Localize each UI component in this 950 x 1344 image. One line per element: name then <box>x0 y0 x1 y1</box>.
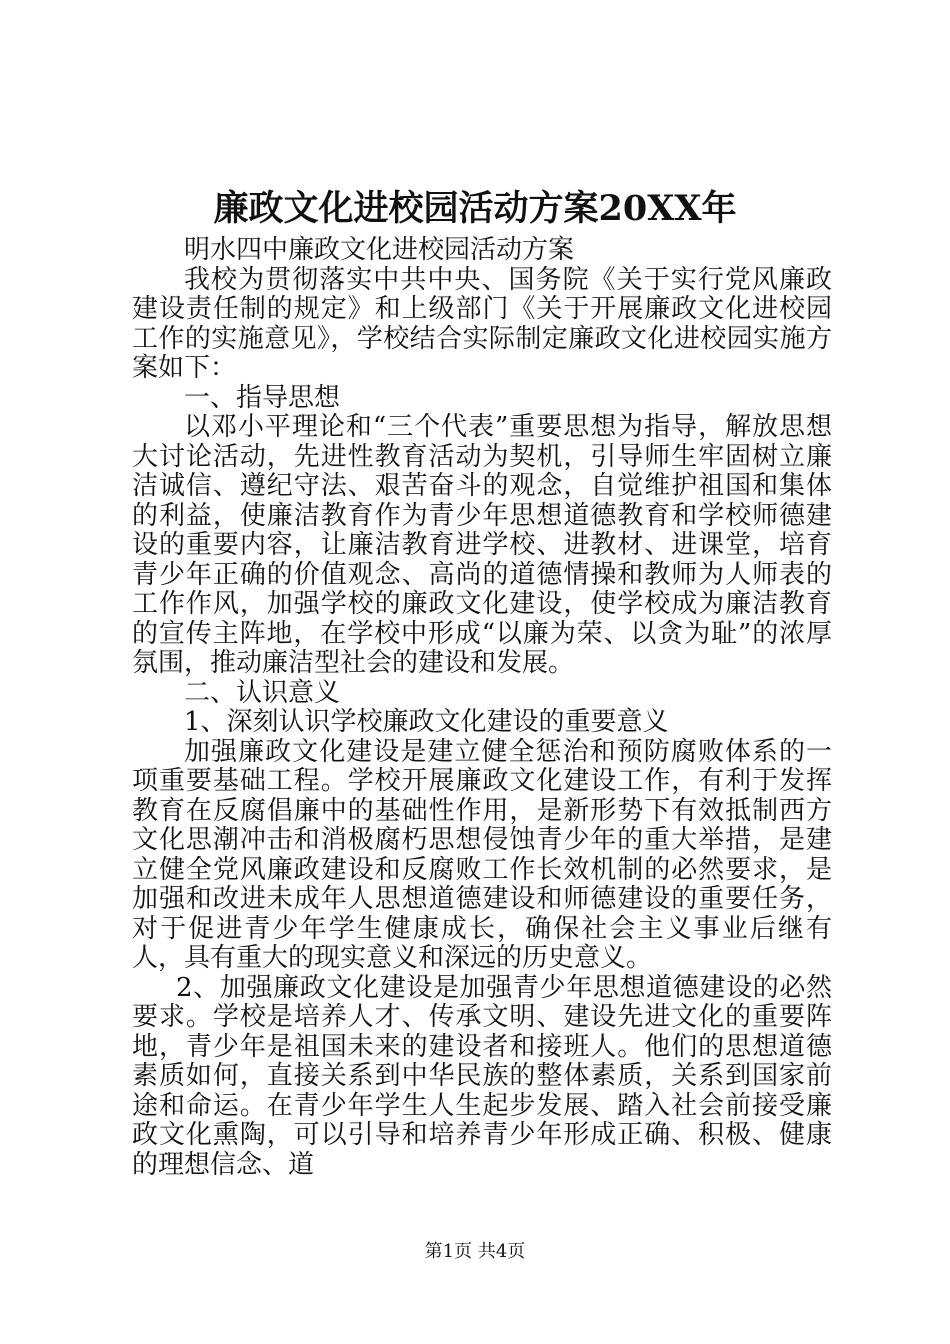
subtitle-paragraph: 明水四中廉政文化进校园活动方案 <box>184 235 575 265</box>
guiding-ideology-paragraph: 以邓小平理论和“三个代表”重要思想为指导，解放思想大讨论活动，先进性教育活动为契机，引导师生牢固树立廉洁诚信、遵纪守法、艰苦奋斗的观念，自觉维护祖国和集体的利益，使廉洁教育作为青少年思想道德教育和学校师德建设的重要内容，让廉洁教育进学校、进教材、进课堂，培育青少年正确的价值观念、高尚的道德情操和教师为人师表的工作作风，加强学校的廉政文化建设，使学校成为廉洁教育的宣传主阵地，在学校中形成“以廉为荣、以贪为耻”的浓厚氛围，推动廉洁型社会的建设和发展。 <box>132 412 832 678</box>
subheading-significance: 1、深刻认识学校廉政文化建设的重要意义 <box>184 707 669 737</box>
document-title: 廉政文化进校园活动方案20XX年 <box>213 188 737 229</box>
significance-paragraph: 加强廉政文化建设是建立健全惩治和预防腐败体系的一项重要基础工程。学校开展廉政文化建设工作，有利于发挥教育在反腐倡廉中的基础性作用，是新形势下有效抵制西方文化思潮冲击和消极腐朽思想侵蚀青少年的重大举措，是建立健全党风廉政建设和反腐败工作长效机制的必然要求，是加强和改进未成年人思想道德建设和师德建设的重要任务，对于促进青少年学生健康成长，确保社会主义事业后继有人，具有重大的现实意义和深远的历史意义。 <box>132 736 832 973</box>
section-heading-understanding: 二、认识意义 <box>184 677 341 708</box>
intro-paragraph: 我校为贯彻落实中共中央、国务院《关于实行党风廉政建设责任制的规定》和上级部门《关于开展廉政文化进校园工作的实施意见》，学校结合实际制定廉政文化进校园实施方案如下： <box>132 264 832 383</box>
document-body <box>132 236 832 1180</box>
youth-moral-paragraph: 2、加强廉政文化建设是加强青少年思想道德建设的必然要求。学校是培养人才、传承文明、建设先进文化的重要阵地，青少年是祖国未来的建设者和接班人。他们的思想道德素质如何，直接关系到中华民族的整体素质，关系到国家前途和命运。在青少年学生人生起步发展、踏入社会前接受廉政文化熏陶，可以引导和培养青少年形成正确、积极、健康的理想信念、道 <box>132 972 832 1180</box>
page-number-footer: 第1页 共4页 <box>424 1241 526 1262</box>
section-heading-guiding-ideology: 一、指导思想 <box>184 382 341 413</box>
